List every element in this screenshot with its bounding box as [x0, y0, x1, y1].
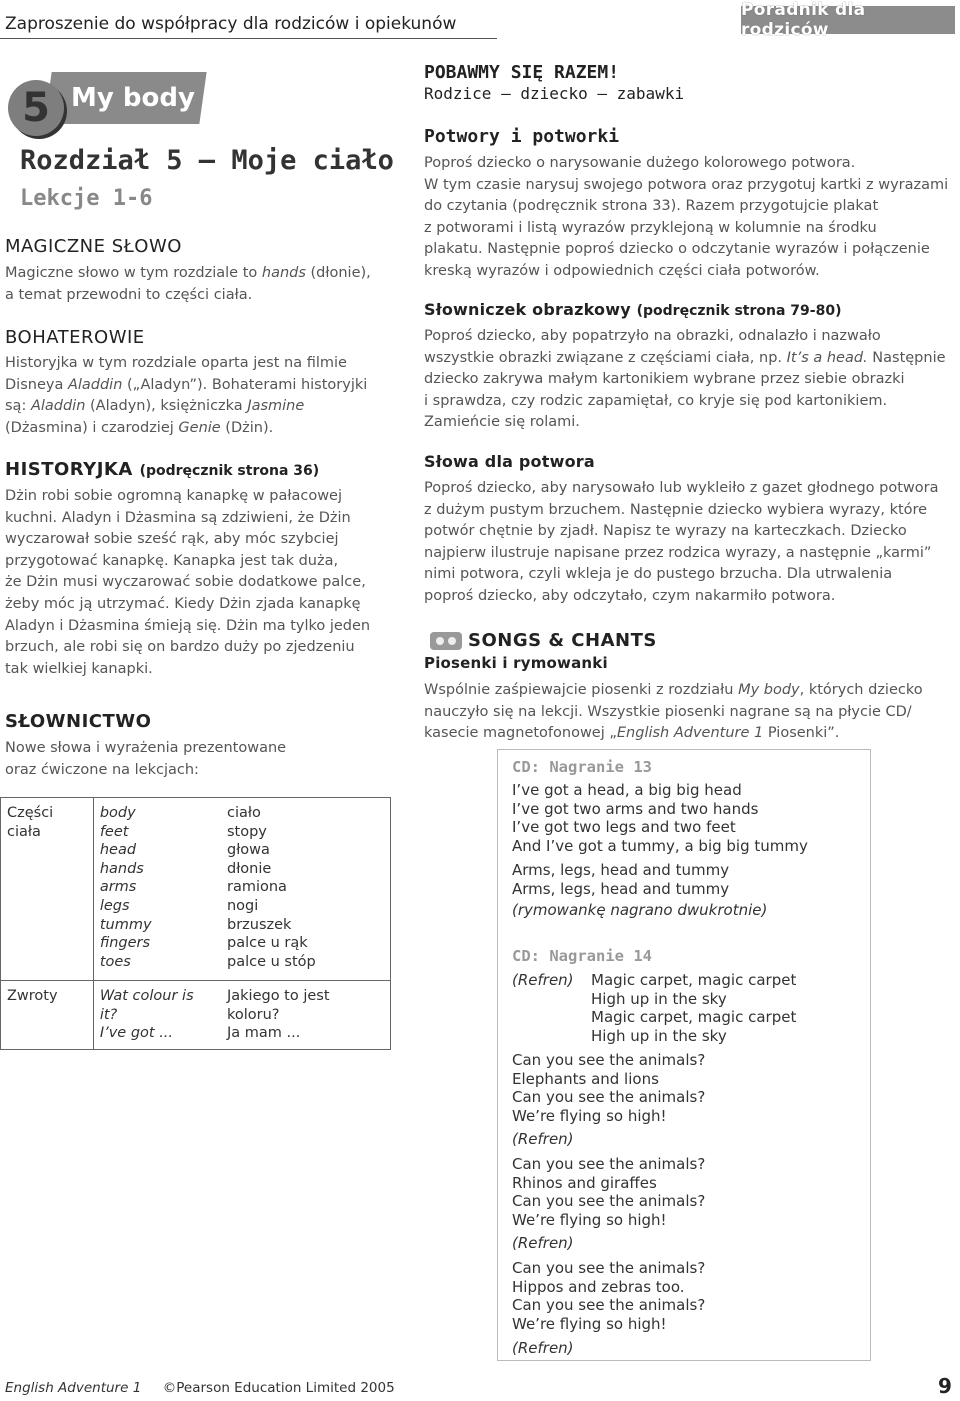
table-cell-polish — [221, 981, 391, 1050]
songs-text: Wspólnie zaśpiewajcie piosenki z rozdziału My body, których dziecko nauczyło się na lekcji. Wszystkie piosenki nagrane są na płycie CD/ kasecie magnetofonowej „English Adventure 1 Piosenki”. — [424, 682, 923, 742]
table-cell-category: Części ciała — [1, 798, 94, 981]
lyric-line: I’ve got two arms and two hands — [512, 799, 759, 818]
picture-dictionary-heading: Słowniczek obrazkowy (podręcznik strona 79-80) — [424, 300, 842, 319]
lyric-line: Can you see the animals? — [512, 1192, 706, 1211]
text-line: Aladyn i Dżasmina śmieją się. Dżin ma tylko jeden — [5, 617, 371, 634]
vocab-english-word: head — [99, 842, 137, 859]
vocab-english-word: feet — [99, 823, 129, 840]
vocabulary-table — [0, 797, 391, 1050]
cd14-heading: CD: Nagranie 14 — [512, 947, 652, 965]
magic-word-text: Magiczne słowo w tym rozdziale to hands (dłonie), a temat przewodni to części ciała. — [5, 265, 371, 303]
play-subheading: Rodzice – dziecko – zabawki — [424, 84, 685, 103]
lyric-line: We’re flying so high! — [512, 1210, 667, 1229]
text-line: żeby móc ją utrzymać. Kiedy Dżin zjada kanapkę — [5, 595, 361, 612]
header-rule — [0, 38, 497, 39]
vocab-polish-word: brzuszek — [226, 916, 292, 933]
vocab-english-phrase: I’ve got ... — [99, 1025, 174, 1042]
footer-book: English Adventure 1 — [5, 1380, 142, 1396]
page-number: 9 — [938, 1374, 952, 1398]
vocab-english-word: legs — [99, 897, 130, 914]
text-line: brzuch, ale robi się on bardzo duży po zjedzeniu — [5, 639, 355, 656]
vocab-english-word: arms — [99, 879, 137, 896]
footer — [5, 1380, 395, 1396]
text-line: Dżin robi sobie ogromną kanapkę w pałacowej — [5, 488, 342, 504]
lyric-line: Magic carpet, magic carpet — [591, 971, 797, 989]
songs-subheading: Piosenki i rymowanki — [424, 654, 608, 672]
chapter-number: 5 — [8, 80, 64, 136]
vocab-polish-phrase: Jakiego to jest koloru? — [226, 988, 330, 1023]
vocab-english-word: tummy — [99, 916, 152, 933]
songs-heading: SONGS & CHANTS — [430, 630, 657, 651]
magic-word-heading: MAGICZNE SŁOWO — [5, 236, 182, 257]
lyric-line: Can you see the animals? — [512, 1051, 706, 1069]
lyric-line: Can you see the animals? — [512, 1088, 706, 1107]
table-cell-polish — [221, 798, 391, 981]
vocabulary-heading: SŁOWNICTWO — [5, 711, 152, 732]
vocab-english-word: hands — [99, 860, 144, 877]
vocab-polish-word: ciało — [226, 805, 261, 821]
vocab-polish-word: głowa — [226, 842, 270, 859]
vocab-polish-word: nogi — [226, 897, 259, 914]
table-row — [1, 981, 391, 1050]
cd14-verse-3 — [512, 1259, 862, 1333]
vocab-polish-phrase: Ja mam ... — [226, 1025, 301, 1042]
text-line: kreską wyrazów i odpowiednich części ciała potworów. — [424, 262, 820, 279]
lyric-line: Arms, legs, head and tummy — [512, 861, 730, 879]
text-line: nimi potwora, czyli wkleja je do pustego brzucha. Dla utrwalenia — [424, 566, 893, 583]
text-line: Poproś dziecko, aby narysowało lub wykleiło z gazet głodnego potwora — [424, 480, 939, 496]
lyric-line: I’ve got two legs and two feet — [512, 818, 736, 837]
lyric-line: I’ve got a head, a big big head — [512, 781, 742, 799]
cassette-icon — [430, 632, 462, 650]
table-cell-english — [93, 798, 221, 981]
text-line: poproś dziecko, aby odczytało, czym nakarmiło potwora. — [424, 587, 836, 604]
text-line: W tym czasie narysuj swojego potwora oraz przygotuj kartki z wyrazami — [424, 176, 949, 193]
vocabulary-intro: Nowe słowa i wyrażenia prezentowane oraz ćwiczone na lekcjach: — [5, 740, 287, 778]
heroes-heading: BOHATEROWIE — [5, 327, 145, 348]
text-line: Poproś dziecko o narysowanie dużego kolorowego potwora. — [424, 155, 856, 171]
monsters-heading: Potwory i potworki — [424, 126, 620, 147]
vocab-english-word: fingers — [99, 935, 151, 952]
header-title: Zaproszenie do współpracy dla rodziców i opiekunów — [5, 14, 457, 34]
chapter-banner — [44, 72, 206, 124]
refrain-label: (Refren) — [512, 1339, 574, 1357]
text-line: potwór chętnie by zjadł. Napisz te wyrazy na karteczkach. Dziecko — [424, 523, 907, 540]
story-page-ref: (podręcznik strona 36) — [139, 463, 320, 479]
chapter-title: Rozdział 5 – Moje ciało — [20, 145, 394, 176]
text-line: kuchni. Aladyn i Dżasmina są zdziwieni, że Dżin — [5, 509, 351, 526]
text-line: z potworami i listą wyrazów przyklejoną w kolumnie na środku — [424, 219, 877, 236]
cd14-verse-2 — [512, 1155, 862, 1229]
guide-badge: Poradnik dla rodziców — [741, 6, 955, 34]
cd13-note: (rymowankę nagrano dwukrotnie) — [512, 901, 768, 919]
lyric-line: Elephants and lions — [512, 1069, 659, 1088]
lyric-line: High up in the sky — [591, 989, 727, 1008]
text-line: przygotować kanapkę. Kanapka jest tak duża, — [5, 552, 339, 569]
cd13-lyrics — [512, 781, 862, 855]
cd14-refrain — [591, 971, 861, 1045]
monster-words-heading: Słowa dla potwora — [424, 452, 595, 471]
vocab-english-phrase: Wat colour is it? — [99, 988, 194, 1023]
vocab-polish-word: palce u stóp — [226, 953, 316, 970]
lessons-label: Lekcje 1-6 — [20, 186, 153, 211]
vocab-polish-word: ramiona — [226, 879, 287, 896]
lyric-line: Arms, legs, head and tummy — [512, 879, 730, 898]
lyric-line: And I’ve got a tummy, a big big tummy — [512, 836, 808, 855]
lyric-line: Magic carpet, magic carpet — [591, 1008, 797, 1027]
text-line: tak wielkiej kanapki. — [5, 660, 153, 677]
vocab-english-word: body — [99, 805, 136, 821]
lyric-line: Can you see the animals? — [512, 1296, 706, 1315]
text-line: najpierw ilustruje napisane przez rodzica wyrazy, a następnie „karmi” — [424, 544, 932, 561]
cd14-verse-1 — [512, 1051, 862, 1125]
lyric-line: We’re flying so high! — [512, 1106, 667, 1125]
vocab-english-word: toes — [99, 953, 131, 970]
text-line: że Dżin musi wyczarować sobie dodatkowe palce, — [5, 574, 366, 591]
table-cell-category: Zwroty — [1, 981, 94, 1050]
refrain-label: (Refren) — [512, 1234, 574, 1252]
lyric-line: Can you see the animals? — [512, 1259, 706, 1277]
lyric-line: We’re flying so high! — [512, 1314, 667, 1333]
monster-words-text — [424, 478, 954, 608]
vocab-polish-word: stopy — [226, 823, 267, 840]
text-line: plakatu. Następnie poproś dziecko o odczytanie wyrazów i połączenie — [424, 241, 930, 258]
table-row — [1, 798, 391, 981]
refrain-label: (Refren) — [512, 971, 574, 989]
text-line: do czytania (podręcznik strona 33). Razem przygotujcie plakat — [424, 198, 879, 215]
cd13-heading: CD: Nagranie 13 — [512, 758, 652, 776]
picture-dictionary-page-ref: (podręcznik strona 79-80) — [636, 303, 842, 319]
picture-dictionary-text: Poproś dziecko, aby popatrzyło na obrazki, odnalazło i nazwało wszystkie obrazki związane z częściami ciała, np. It’s a head. Następnie dziecko zakrywa małym kartonikiem wybrane przez siebie obrazki i sprawdza, czy rodzic zapamiętał, co kryje się pod kartonikiem. Zamieńcie się rolami. — [424, 328, 946, 431]
heroes-text: Historyjka w tym rozdziale oparta jest na filmie Disneya Aladdin („Aladyn”). Bohaterami historyjki są: Aladdin (Aladyn), księżniczka Jasmine (Dżasmina) i czarodziej Genie (Dżin). — [5, 355, 368, 436]
text-line: z dużym pustym brzuchem. Następnie dziecko wybiera wyrazy, które — [424, 501, 928, 518]
story-heading: HISTORYJKA (podręcznik strona 36) — [5, 459, 320, 480]
refrain-label: (Refren) — [512, 1130, 574, 1148]
play-heading: POBAWMY SIĘ RAZEM! — [424, 62, 620, 83]
chapter-banner-label: My body — [70, 83, 195, 113]
lyric-line: Hippos and zebras too. — [512, 1277, 685, 1296]
lyric-line: High up in the sky — [591, 1026, 727, 1045]
text-line: wyczarował sobie sześć rąk, aby móc szybciej — [5, 531, 339, 548]
vocab-polish-word: dłonie — [226, 860, 272, 877]
story-text — [5, 486, 400, 680]
table-cell-english — [93, 981, 221, 1050]
monsters-text — [424, 153, 954, 283]
footer-copyright: ©Pearson Education Limited 2005 — [162, 1380, 395, 1396]
cd13-chorus — [512, 861, 862, 898]
vocab-polish-word: palce u rąk — [226, 935, 308, 952]
lyric-line: Rhinos and giraffes — [512, 1173, 657, 1192]
lyric-line: Can you see the animals? — [512, 1155, 706, 1173]
